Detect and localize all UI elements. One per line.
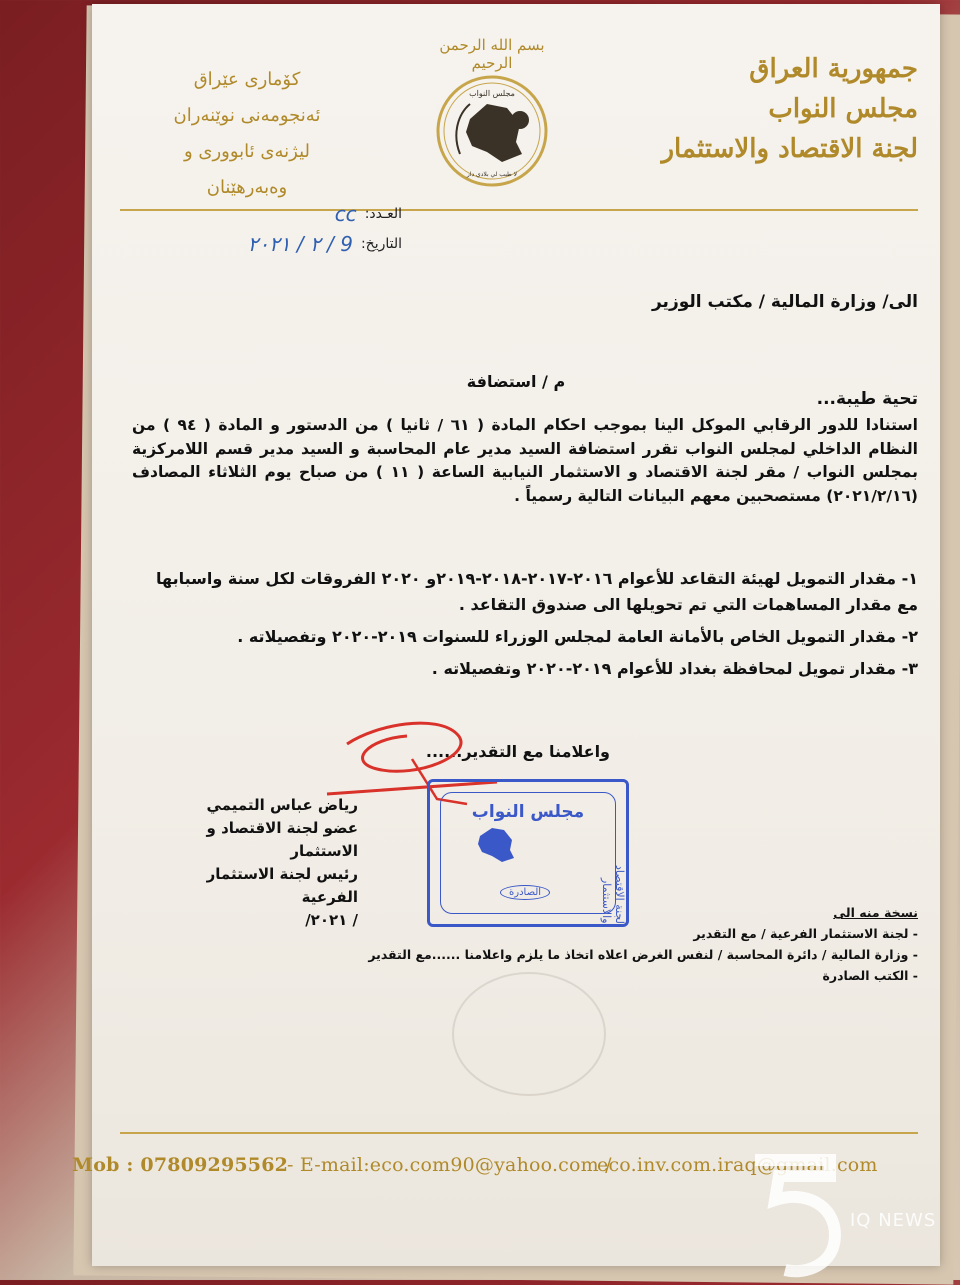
emblem-seal-icon [432,74,552,189]
signer-title: رئيس لجنة الاستثمار الفرعية [206,865,358,906]
date-label: التاريخ: [360,236,402,252]
footer-mobile: Mob : 07809295562 [72,1154,289,1176]
reference-block [152,199,402,259]
letter-paragraph: استنادا للدور الرقابي الموكل الينا بموجب احكام المادة ( ٦١ / ثانيا ) من الدستور و المادة ( ٩٤ ) من النظام الداخلي لمجلس النواب تقرر استضافة السيد مدير عام المحاسبة و السيد مدير قسم اللامركزية بمجلس النواب / مقر لجنة الاقتصاد و الاستثمار النيابية الساعة ( ١١ ) من صباح يوم الثلاثاء المصادف (٢٠٢١/٢/١٦) مستصحبين معهم البيانات التالية رسمياً . [132,416,919,505]
watermark-text: IQ NEWS [850,1210,937,1231]
header-kurdish [147,62,347,206]
number-label: العـدد: [364,206,402,222]
list-item: ٢- مقدار التمويل الخاص بالأمانة العامة لمجلس الوزراء للسنوات ٢٠١٩-٢٠٢٠ وتفصيلاته . [237,627,918,646]
copies-to [358,902,918,986]
stamp-title: مجلس النواب [471,802,585,822]
copy-line: - لجنة الاستثمار الفرعية / مع التقدير [693,926,918,941]
closing-line: واعلامنا مع التقدير...... [425,742,610,761]
header-arabic [661,49,918,169]
recipient: الى/ وزارة المالية / مكتب الوزير [651,292,918,312]
header-line: لیژنەی ئابووری و وەبەرهێنان [183,141,310,198]
data-request-list [132,566,918,688]
subject-line: م / استضافة [466,372,566,391]
header-line: ئەنجومەنی نوێنەران [173,105,321,126]
number-value: cc [334,202,357,226]
letter-page [72,4,940,1266]
signer-name: رياض عباس التميمي [206,796,358,814]
header-line: مجلس النواب [768,94,918,124]
list-item: ١- مقدار التمويل لهيئة التقاعد للأعوام ٢٠١٦-٢٠١٧-٢٠١٨-٢٠١٩و ٢٠٢٠ الفروقات لكل سنة واسبابها مع مقدار المساهمات التي تم تحويلها الى صندوق التقاعد . [156,569,918,614]
copy-line: - وزارة المالية / دائرة المحاسبة / لنفس الغرض اعلاه اتخاذ ما يلزم واعلامنا ......مع التقدير [368,947,918,962]
header-line: جمهورية العراق [749,54,918,84]
footer-divider [120,1132,918,1134]
header-line: لجنة الاقتصاد والاستثمار [661,134,918,164]
signer-title: عضو لجنة الاقتصاد و الاستثمار [206,819,358,860]
footer-email-2: eco.inv.com.iraq@gmail.com [597,1154,878,1176]
date-value: 9 / ٢ / ٢٠٢١ [247,232,353,256]
emblem-bottom-text: لا طيب لي بلادي دار [466,171,518,178]
copies-heading: نسخة منه الى [833,905,918,920]
footer-email-1: - E-mail:eco.com90@yahoo.com / [287,1154,612,1176]
copy-line: - الكتب الصادرة [822,968,918,983]
signature-date: / ٢٠٢١/ [305,911,358,929]
stamp-bottom: الصادرة [500,885,550,900]
emblem-top-text: مجلس النواب [469,89,515,98]
header-line: کۆماری عێراق [193,69,301,90]
signature-block [158,794,358,932]
stamp-side: لجنة الاقتصاد والاستثمار [600,865,626,924]
parliament-emblem [427,36,557,193]
greeting: تحية طيبة... [816,389,918,409]
list-item: ٣- مقدار تمويل لمحافظة بغداد للأعوام ٢٠١٩-٢٠٢٠ وتفصيلاته . [431,659,918,678]
basmala: بسم الله الرحمن الرحيم [439,36,545,72]
iraq-map-icon [474,824,518,864]
faint-seal-icon [452,972,606,1096]
